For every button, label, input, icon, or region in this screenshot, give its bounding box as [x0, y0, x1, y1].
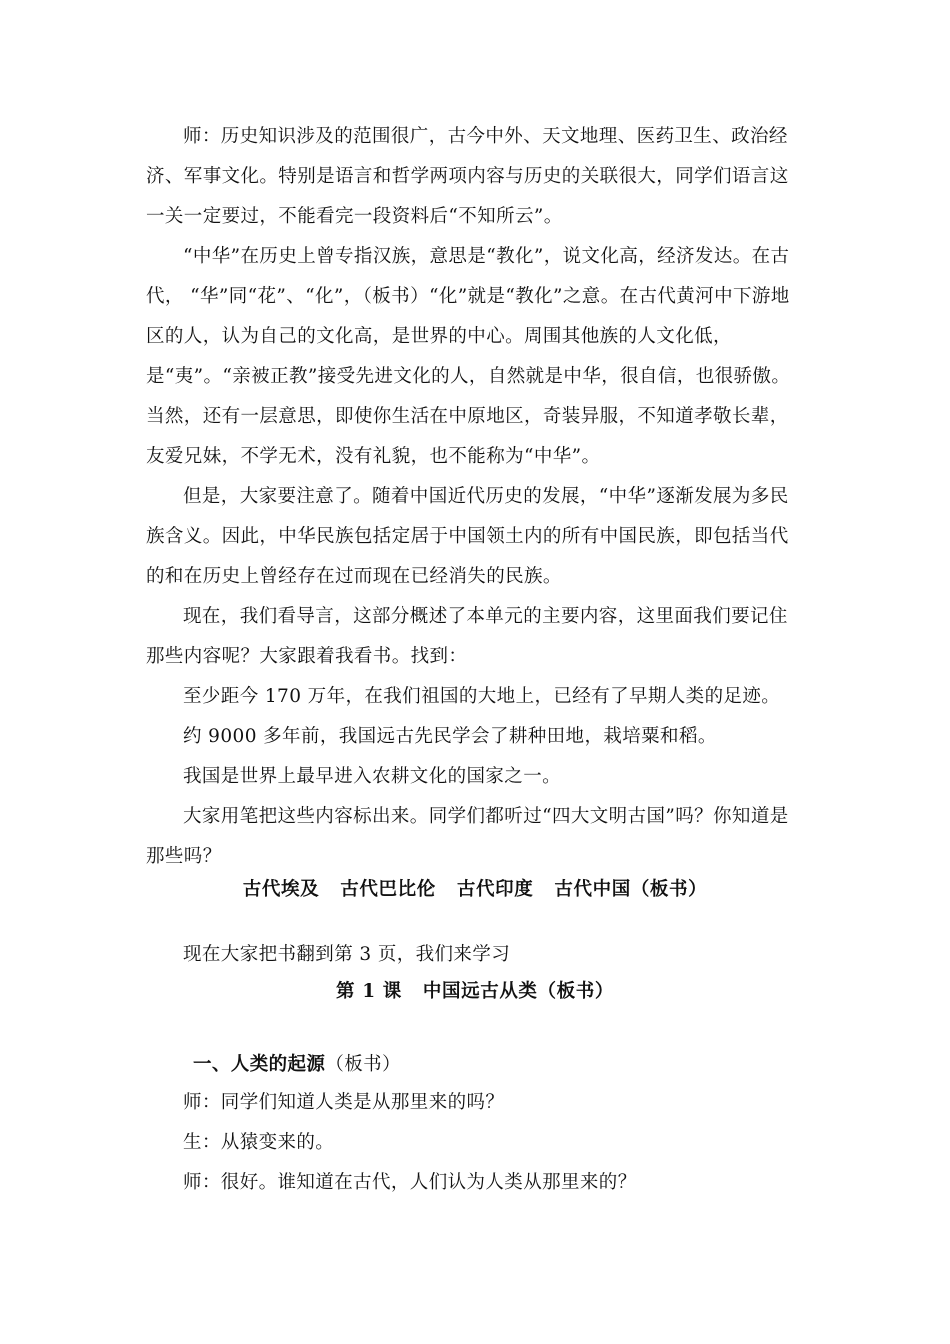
line-turn-to-page: 现在大家把书翻到第 3 页，我们来学习	[183, 944, 511, 965]
section-heading-note: （板书）	[325, 1054, 401, 1075]
point-agriculture: 我国是世界上最早进入农耕文化的国家之一。	[183, 766, 562, 787]
paragraph-four-civilizations: 大家用笔把这些内容标出来。同学们都听过“四大文明古国”吗？你知道是那些吗？	[146, 806, 789, 867]
dialogue-teacher-question: 师：同学们知道人类是从那里来的吗？	[183, 1092, 505, 1113]
dialogue-teacher-followup: 师：很好。谁知道在古代，人们认为人类从那里来的？	[183, 1172, 637, 1193]
point-170-million-years: 至少距今 170 万年，在我们祖国的大地上，已经有了早期人类的足迹。	[183, 686, 781, 707]
dialogue-student-answer: 生：从猿变来的。	[183, 1132, 335, 1153]
point-9000-years: 约 9000 多年前，我国远古先民学会了耕种田地，栽培粟和稻。	[183, 726, 717, 747]
paragraph-zhonghua-meaning: “中华”在历史上曾专指汉族，意思是“教化”，说文化高，经济发达。在古代， “华”同“花”、“化”，（板书）“化”就是“教化”之意。在古代黄河中下游地区的人，认为自己的文化高，是世界的中心。周围其他族的人文化低，是“夷”。“亲被正教”接受先进文化的人，自然就是中华，很自信，也很骄傲。当然，还有一层意思，即使你生活在中原地区，奇装异服，不知道孝敬长辈，友爱兄妹，不学无术，没有礼貌，也不能称为“中华”。	[146, 246, 791, 467]
lesson-title: 第 1 课 中国远古从类（板书）	[336, 981, 614, 1002]
paragraph-teacher-intro: 师：历史知识涉及的范围很广，古今中外、天文地理、医药卫生、政治经济、军事文化。特别是语言和哲学两项内容与历史的关联很大，同学们语言这一关一定要过，不能看完一段资料后“不知所云”。	[146, 126, 789, 227]
section-heading-bold: 一、人类的起源	[193, 1054, 326, 1075]
paragraph-introduction: 现在，我们看导言，这部分概述了本单元的主要内容，这里面我们要记住那些内容呢？大家跟着我看书。找到：	[146, 606, 788, 667]
paragraph-modern-zhonghua: 但是，大家要注意了。随着中国近代历史的发展，“中华”逐渐发展为多民族含义。因此，中华民族包括定居于中国领土内的所有中国民族，即包括当代的和在历史上曾经存在过而现在已经消失的民族。	[146, 486, 789, 587]
board-four-civilizations: 古代埃及 古代巴比伦 古代印度 古代中国（板书）	[242, 879, 708, 900]
section-heading	[193, 1045, 401, 1085]
